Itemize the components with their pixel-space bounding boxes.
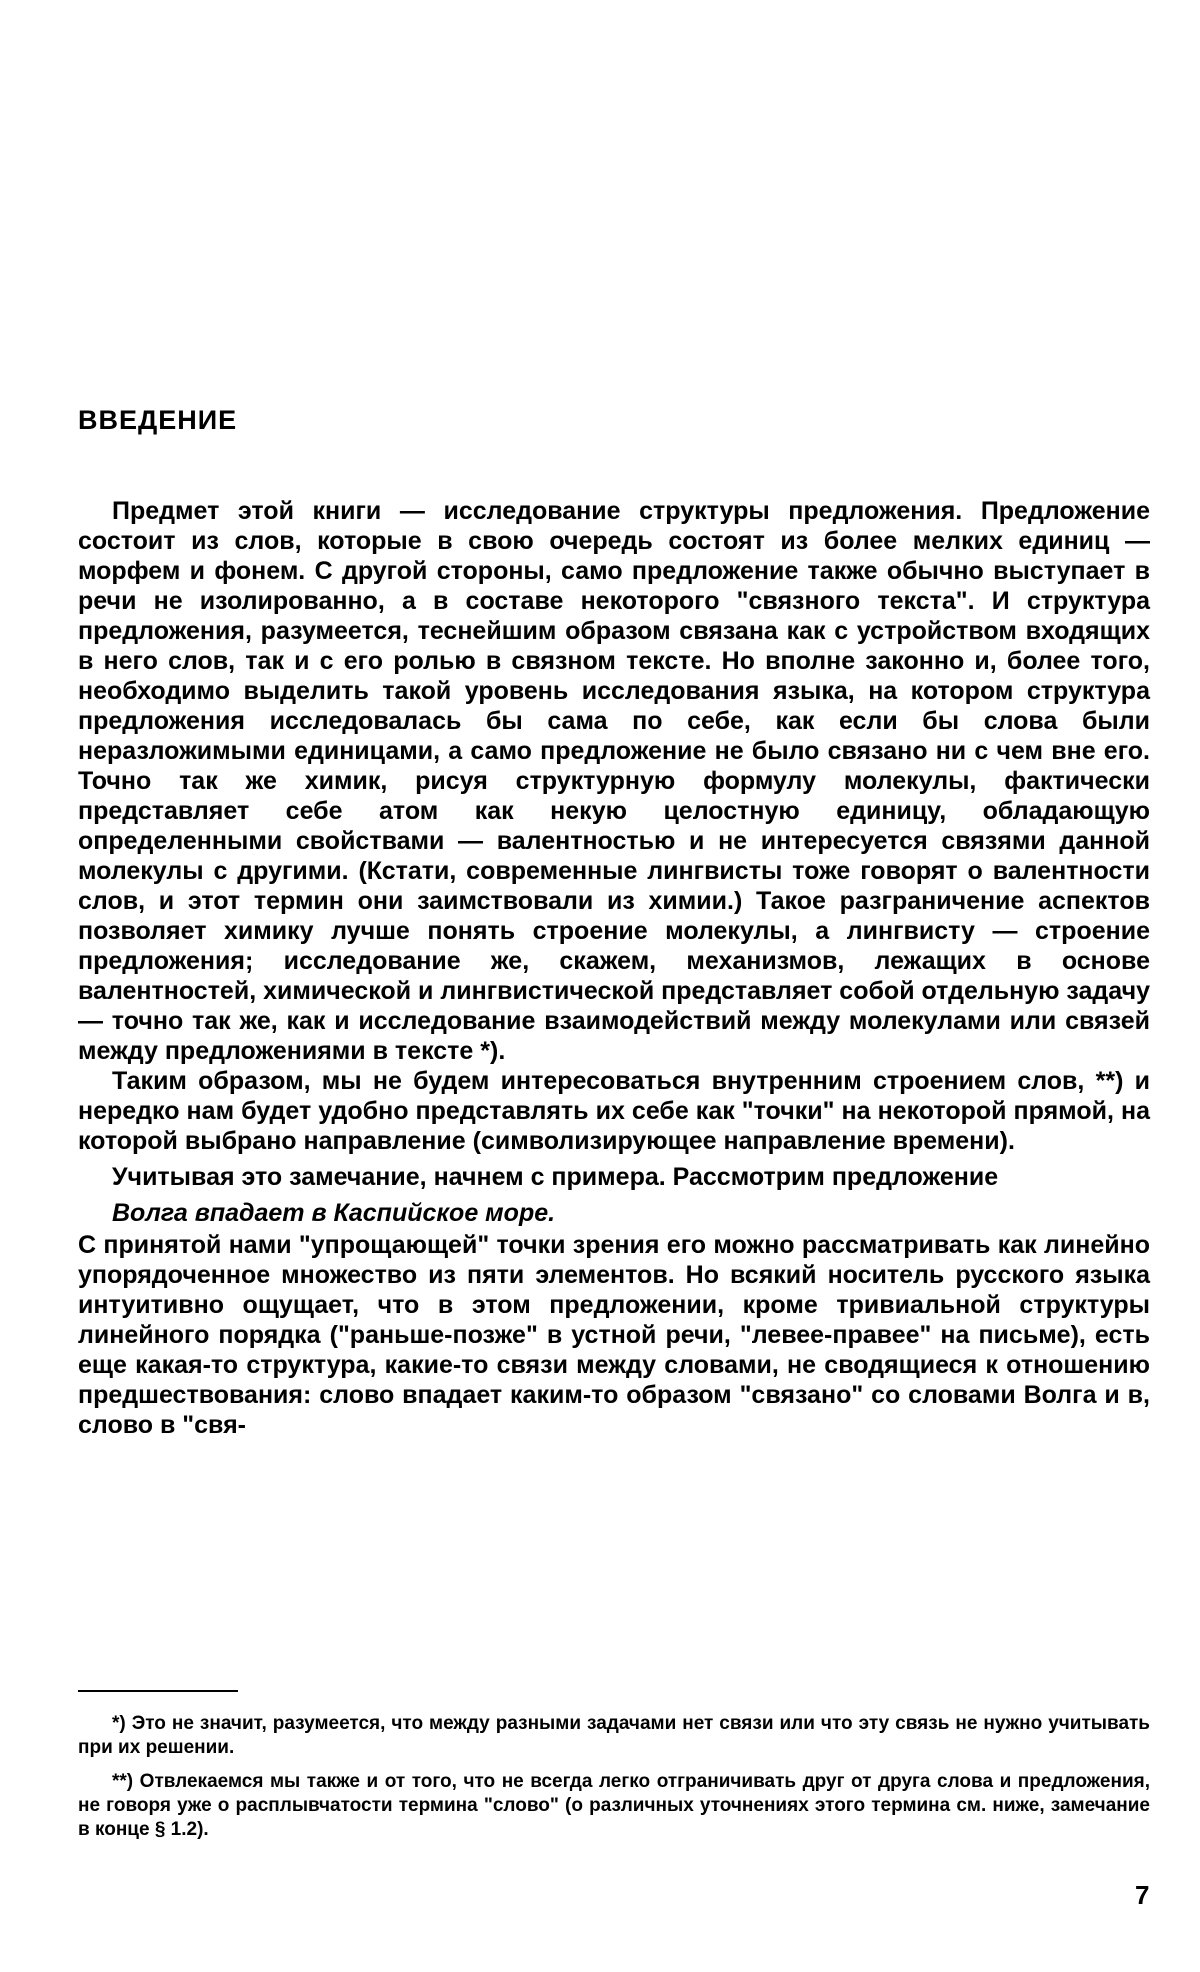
footnote: **) Отвлекаемся мы также и от того, что не всегда легко отграничивать друг от друга слова и предложения, не говоря уже о расплывчатости термина "слово" (о различных уточнениях этого термина см. ниже, замечание в конце § 1.2).: [78, 1771, 1150, 1840]
paragraph: Таким образом, мы не будем интересоваться внутренним строением слов, **) и нередко нам будет удобно представлять их себе как "точки" на некоторой прямой, на которой выбрано направление (символизирующее направление времени).: [78, 1067, 1150, 1155]
page-number: 7: [1135, 1880, 1150, 1910]
body-text: [78, 496, 1150, 1440]
footnotes: [78, 1712, 1150, 1852]
footnote: *) Это не значит, разумеется, что между разными задачами нет связи или что эту связь не нужно учитывать при их решении.: [78, 1713, 1150, 1758]
chapter-heading: ВВЕДЕНИЕ: [78, 405, 238, 435]
paragraph: Учитывая это замечание, начнем с примера. Рассмотрим предложение: [112, 1163, 999, 1191]
paragraph: Предмет этой книги — исследование структуры предложения. Предложение состоит из слов, которые в свою очередь состоят из более мелких единиц — морфем и фонем. С другой стороны, само предложение также обычно выступает в речи не изолированно, а в составе некоторого "связного текста". И структура предложения, разумеется, теснейшим образом связана как с устройством входящих в него слов, так и с его ролью в связном тексте. Но вполне законно и, более того, необходимо выделить такой уровень исследования языка, на котором структура предложения исследовалась бы сама по себе, как если бы слова были неразложимыми единицами, а само предложение не было связано ни с чем вне его. Точно так же химик, рисуя структурную формулу молекулы, фактически представляет себе атом как некую целостную единицу, обладающую определенными свойствами — валентностью и не интересуется связями данной молекулы с другими. (Кстати, современные лингвисты тоже говорят о валентности слов, и этот термин они заимствовали из химии.) Такое разграничение аспектов позволяет химику лучше понять строение молекулы, а лингвисту — строение предложения; исследование же, скажем, механизмов, лежащих в основе валентностей, химической и лингвистической представляет собой отдельную задачу — точно так же, как и исследование взаимодействий между молекулами или связей между предложениями в тексте *).: [78, 497, 1150, 1065]
example-sentence: Волга впадает в Каспийское море.: [112, 1199, 556, 1227]
footnote-divider: [78, 1690, 238, 1692]
paragraph: С принятой нами "упрощающей" точки зрения его можно рассматривать как линейно упорядоченное множество из пяти элементов. Но всякий носитель русского языка интуитивно ощущает, что в этом предложении, кроме тривиальной структуры линейного порядка ("раньше-позже" в устной речи, "левее-правее" на письме), есть еще какая-то структура, какие-то связи между словами, не сводящиеся к отношению предшествования: слово впадает каким-то образом "связано" со словами Волга и в, слово в "свя-: [78, 1231, 1150, 1439]
